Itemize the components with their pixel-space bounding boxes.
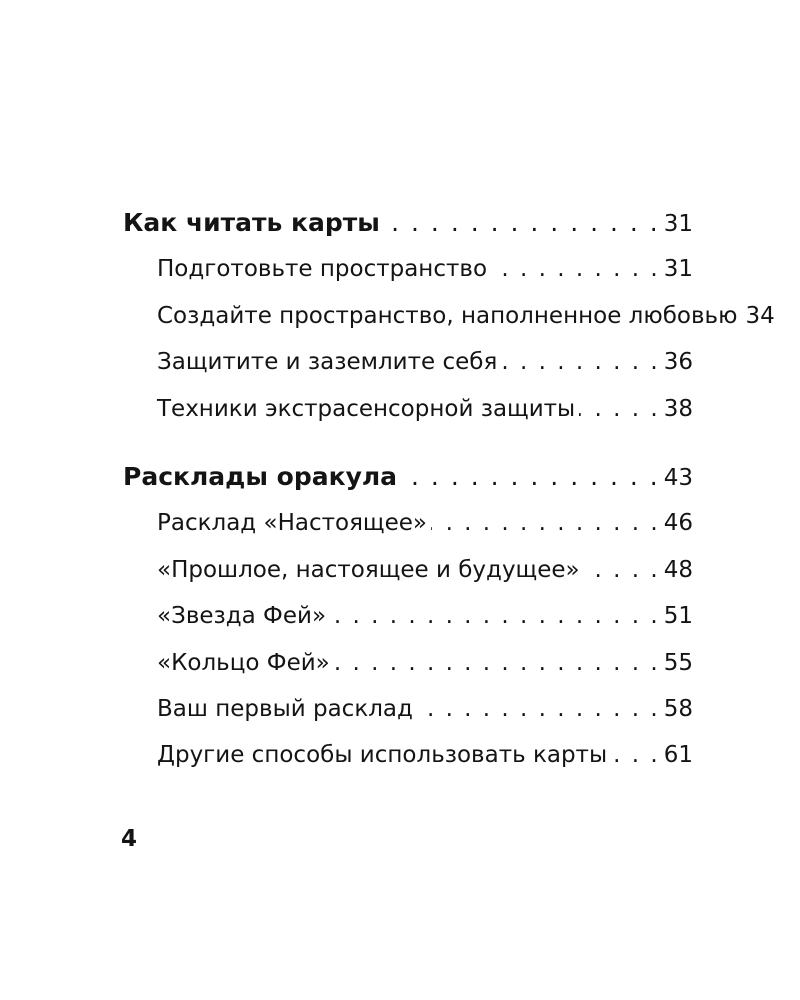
section-spacer [123,432,693,454]
page-number: 4 [121,826,138,852]
toc-page-number: 51 [663,603,693,630]
toc-entry-title: «Прошлое, настоящее и будущее» [157,556,580,583]
toc-page-number: 34 [745,302,775,329]
toc-section-heading[interactable] [123,454,693,500]
toc-entry[interactable] [123,593,693,639]
dot-leader [384,200,660,246]
toc-page-number: 31 [663,256,693,283]
toc-section-title: Как читать карты [123,208,380,237]
dot-leader [491,246,660,292]
dot-leader [611,732,660,778]
toc-entry[interactable] [123,500,693,546]
toc-entry-title: Ваш первый расклад [157,695,413,722]
toc-entry-title: Подготовьте пространство [157,256,488,283]
toc-entry[interactable] [123,293,775,339]
toc-entry-title: «Звезда Фей» [157,603,327,630]
toc-page-number: 38 [663,395,693,422]
toc-page-number: 58 [663,695,693,722]
toc-entry[interactable] [123,339,693,385]
toc-page-number: 61 [663,742,693,769]
toc-entry[interactable] [123,732,693,778]
dot-leader [334,640,660,686]
dot-leader [431,500,660,546]
dot-leader [417,686,660,732]
toc-entry[interactable] [123,686,693,732]
toc-entry-title: Техники экстрасенсорной защиты [157,395,576,422]
toc-page-number: 55 [663,649,693,676]
dot-leader [330,593,660,639]
toc-entry-title: Другие способы использовать карты [157,742,608,769]
toc-entry-title: Защитите и заземлите себя [157,349,498,376]
toc-page-number: 31 [663,211,693,237]
toc-entry-title: Расклад «Настоящее» [157,510,427,537]
table-of-contents [123,200,775,779]
dot-leader [584,547,660,593]
toc-page-number: 36 [663,349,693,376]
dot-leader [579,386,660,432]
toc-page-number: 48 [663,556,693,583]
toc-page-number: 43 [663,464,693,491]
toc-entry-title: «Кольцо Фей» [157,649,330,676]
dot-leader [501,339,659,385]
toc-entry[interactable] [123,547,693,593]
toc-entry[interactable] [123,246,693,292]
toc-page-number: 46 [663,510,693,537]
toc-entry-title: Создайте пространство, наполненное любовью [157,302,738,329]
toc-section-title: Расклады оракула [123,461,398,491]
toc-entry[interactable] [123,640,693,686]
toc-entry[interactable] [123,386,693,432]
toc-section-heading[interactable] [123,200,693,246]
dot-leader [401,454,660,500]
